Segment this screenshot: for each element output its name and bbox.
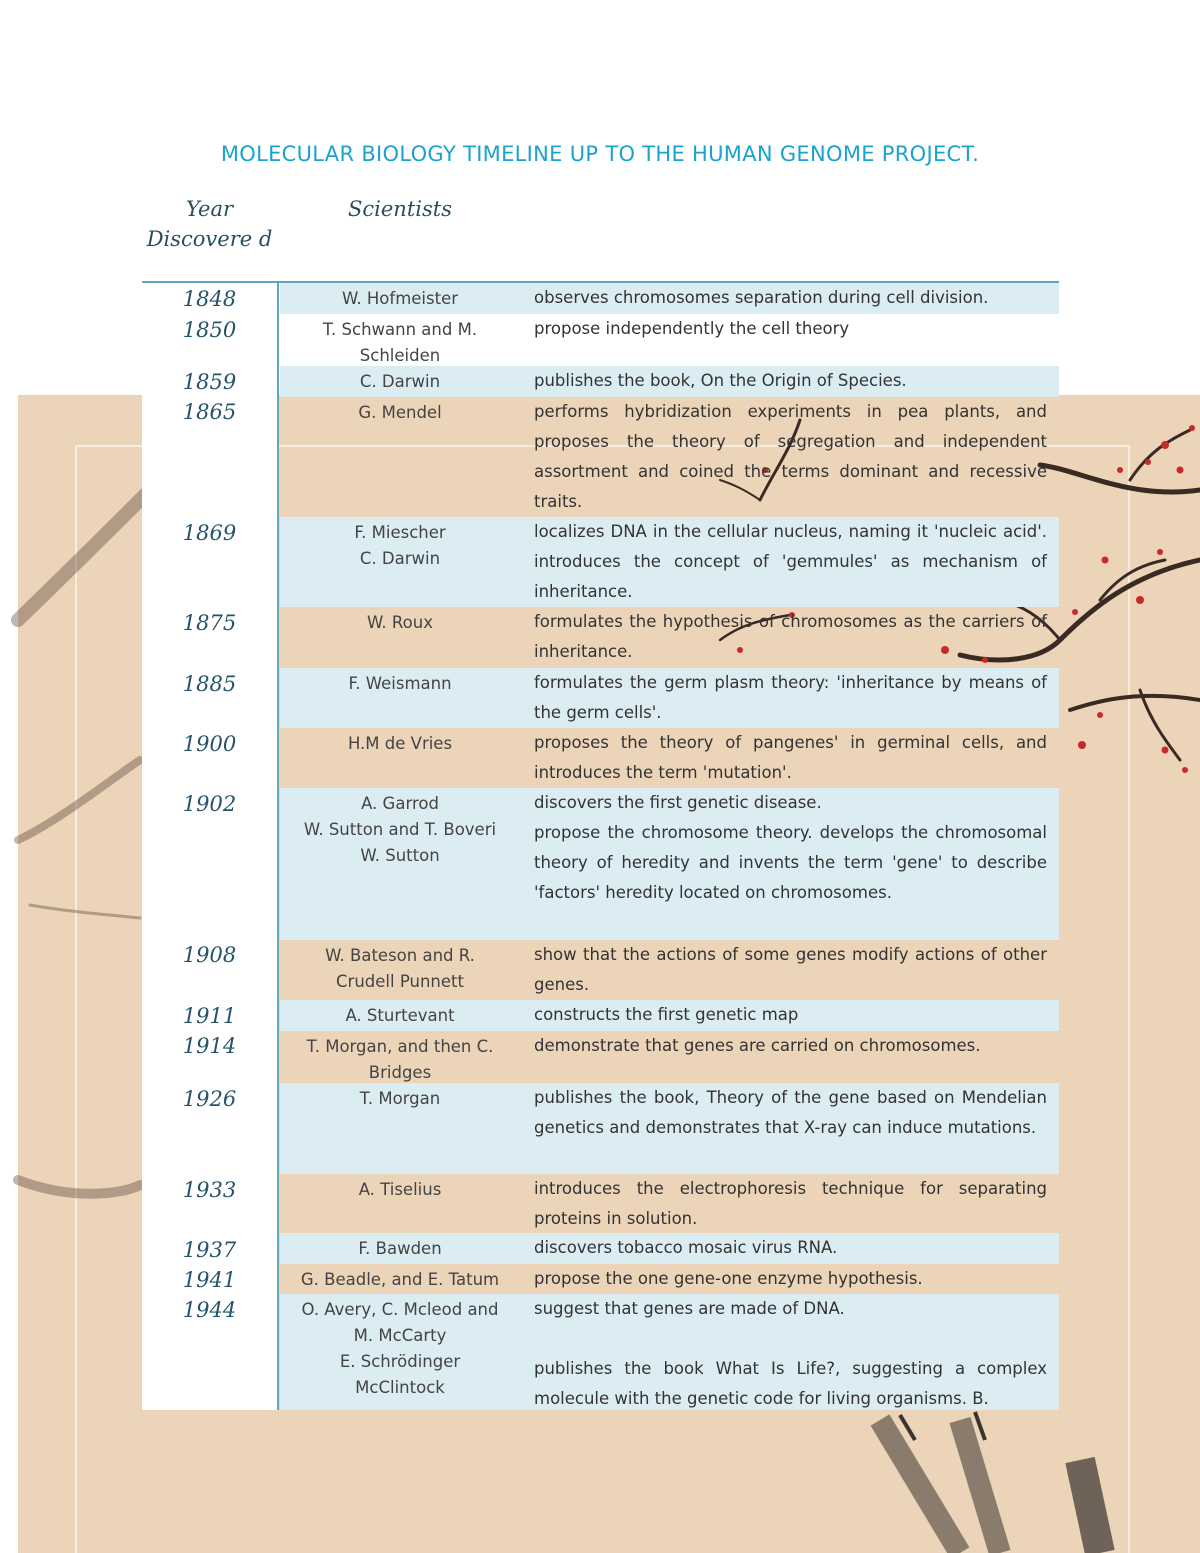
scientists-cell: T. Schwann and M. Schleiden	[322, 320, 478, 365]
year-cell: 1850	[182, 318, 237, 342]
description-cell: formulates the germ plasm theory: 'inheritance by means of the germ cells'.	[534, 673, 1047, 722]
column-header-year: Year Discovere d	[146, 197, 273, 251]
year-cell: 1859	[182, 370, 237, 394]
scientists-cell: W. Roux	[367, 613, 433, 632]
scientists-cell: W. Bateson and R. Crudell Punnett	[325, 946, 475, 991]
scientists-cell: A. Tiselius	[358, 1180, 442, 1199]
scientists-cell: A. Sturtevant	[345, 1006, 455, 1025]
table-row	[280, 1031, 1059, 1083]
year-cell: 1902	[182, 792, 237, 816]
scientists-cell: A. Garrod W. Sutton and T. Boveri W. Sutton	[303, 794, 497, 865]
scientists-cell: F. Bawden	[358, 1239, 442, 1258]
table-row	[280, 1000, 1059, 1031]
year-cell: 1900	[182, 732, 237, 756]
description-cell: publishes the book, Theory of the gene based on Mendelian genetics and demonstrates that X-ray can induce mutations.	[534, 1088, 1047, 1137]
scientists-cell: F. Weismann	[348, 674, 452, 693]
year-cell: 1914	[182, 1034, 237, 1058]
year-cell: 1926	[182, 1087, 237, 1111]
description-cell: formulates the hypothesis of chromosomes as the carriers of inheritance.	[534, 612, 1047, 661]
description-cell: observes chromosomes separation during cell division.	[534, 288, 989, 307]
description-cell: performs hybridization experiments in pea plants, and proposes the theory of segregation and independent assortment and coined the terms dominant and recessive traits.	[534, 402, 1047, 511]
table-row	[280, 366, 1059, 397]
table-row	[280, 788, 1059, 940]
table-row	[280, 314, 1059, 366]
description-cell: propose the one gene-one enzyme hypothesis.	[534, 1269, 923, 1288]
scientists-cell: T. Morgan	[359, 1089, 441, 1108]
page-title: MOLECULAR BIOLOGY TIMELINE UP TO THE HUMAN GENOME PROJECT.	[220, 142, 980, 166]
table-row	[280, 397, 1059, 517]
year-cell: 1865	[182, 400, 237, 424]
description-cell: publishes the book, On the Origin of Species.	[534, 371, 907, 390]
scientists-cell: O. Avery, C. Mcleod and M. McCarty E. Schrödinger McClintock	[301, 1300, 499, 1397]
paint-brushes-icon	[880, 1412, 1100, 1553]
year-cell: 1933	[182, 1178, 237, 1202]
description-cell: discovers tobacco mosaic virus RNA.	[534, 1238, 838, 1257]
year-cell: 1848	[182, 287, 237, 311]
year-cell: 1944	[182, 1298, 237, 1322]
column-divider	[277, 283, 279, 1410]
table-row	[280, 607, 1059, 668]
description-cell: proposes the theory of pangenes' in germinal cells, and introduces the term 'mutation'.	[534, 733, 1047, 782]
description-cell: suggest that genes are made of DNA. publishes the book What Is Life?, suggesting a complex molecule with the genetic code for living organisms. B.	[534, 1299, 1047, 1408]
description-cell: demonstrate that genes are carried on chromosomes.	[534, 1036, 981, 1055]
description-cell: show that the actions of some genes modify actions of other genes.	[534, 945, 1047, 994]
description-cell: introduces the electrophoresis technique for separating proteins in solution.	[534, 1179, 1047, 1228]
year-cell: 1875	[182, 611, 237, 635]
description-cell: constructs the first genetic map	[534, 1005, 799, 1024]
scientists-cell: H.M de Vries	[347, 734, 453, 753]
description-cell: propose independently the cell theory	[534, 319, 850, 338]
scientists-cell: C. Darwin	[359, 372, 441, 391]
scientists-cell: G. Mendel	[358, 403, 442, 422]
table-row	[280, 1083, 1059, 1174]
year-cell: 1908	[182, 943, 237, 967]
year-cell: 1941	[182, 1268, 237, 1292]
table-row	[280, 1264, 1059, 1294]
scientists-cell: F. Miescher C. Darwin	[354, 523, 446, 568]
year-cell: 1937	[182, 1238, 237, 1262]
scientists-cell: G. Beadle, and E. Tatum	[300, 1270, 500, 1289]
table-row	[280, 1294, 1059, 1410]
scientists-cell: T. Morgan, and then C. Bridges	[306, 1037, 494, 1082]
description-cell: discovers the first genetic disease. propose the chromosome theory. develops the chromosomal theory of heredity and invents the term 'gene' to describe 'factors' heredity located on chromosomes.	[534, 793, 1047, 902]
table-row	[280, 728, 1059, 788]
year-cell: 1885	[182, 672, 237, 696]
table-row	[280, 517, 1059, 607]
year-cell: 1869	[182, 521, 237, 545]
column-header-scientists: Scientists	[348, 197, 452, 221]
table-row	[280, 1174, 1059, 1233]
description-cell: localizes DNA in the cellular nucleus, naming it 'nucleic acid'. introduces the concept of 'gemmules' as mechanism of inheritance.	[534, 522, 1047, 601]
table-row	[280, 1233, 1059, 1264]
scientists-cell: W. Hofmeister	[341, 289, 459, 308]
table-row	[280, 668, 1059, 728]
table-row	[280, 940, 1059, 1000]
table-row	[280, 283, 1059, 314]
year-cell: 1911	[182, 1004, 237, 1028]
